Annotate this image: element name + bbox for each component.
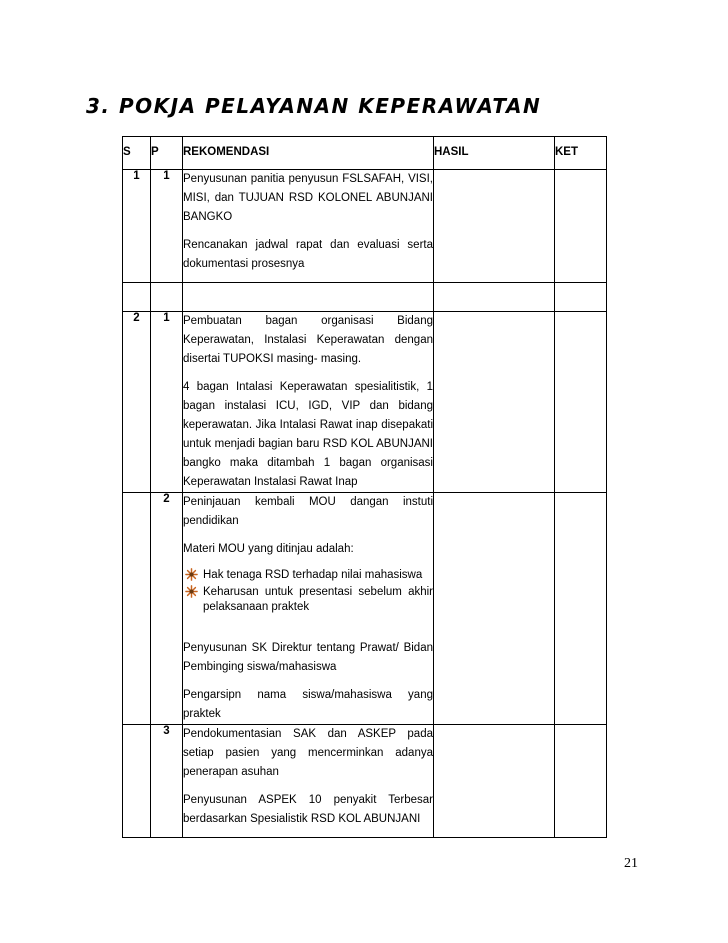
cell-s: 1 [123,170,151,283]
cell-ket [555,725,607,838]
recommendation-text: Rencanakan jadwal rapat dan evaluasi serta dokumentasi prosesnya [183,239,433,270]
header-s: S [123,137,151,170]
cell-hasil [434,283,555,312]
cell-p: 1 [151,170,183,283]
recommendation-table [122,136,607,838]
bullet-list [183,568,433,615]
table-row [123,170,607,283]
cell-ket [555,283,607,312]
cell-s [123,283,151,312]
cell-p: 2 [151,493,183,725]
header-hasil: HASIL [434,137,555,170]
cell-p: 1 [151,312,183,493]
recommendation-text: Penyusunan SK Direktur tentang Prawat/ Bidan Pembinging siswa/mahasiswa [183,642,433,673]
cell-ket [555,312,607,493]
section-title: 3. POKJA PELAYANAN KEPERAWATAN [86,94,542,118]
cell-ket [555,170,607,283]
recommendation-text: Penyusunan panitia penyusun FSLSAFAH, VISI, MISI, dan TUJUAN RSD KOLONEL ABUNJANI BANGKO [183,173,433,223]
cell-rekomendasi [183,725,434,838]
cell-hasil [434,312,555,493]
cell-hasil [434,170,555,283]
cell-rekomendasi [183,312,434,493]
cell-hasil [434,493,555,725]
bullet-text: Hak tenaga RSD terhadap nilai mahasiswa [203,569,423,581]
recommendation-text: Pendokumentasian SAK dan ASKEP pada setiap pasien yang mencerminkan adanya penerapan asuhan [183,728,433,778]
recommendation-text: 4 bagan Intalasi Keperawatan spesialitistik, 1 bagan instalasi ICU, IGD, VIP dan bidang keperawatan. Jika Intalasi Rawat inap disepakati untuk menjadi bagian baru RSD KOL ABUNJANI bangko maka ditambah 1 bagan organisasi Keperawatan Instalasi Rawat Inap [183,381,433,488]
cell-s [123,725,151,838]
list-item [183,568,433,583]
page-number: 21 [624,856,638,871]
table-row [123,493,607,725]
cell-s [123,493,151,725]
table-header-row [123,137,607,170]
recommendation-text: Pengarsipn nama siswa/mahasiswa yang praktek [183,689,433,720]
star-bullet-icon [185,568,198,581]
table-row [123,725,607,838]
recommendation-text: Pembuatan bagan organisasi Bidang Keperawatan, Instalasi Keperawatan dengan disertai TUPOKSI masing- masing. [183,315,433,365]
cell-hasil [434,725,555,838]
header-p: P [151,137,183,170]
cell-p: 3 [151,725,183,838]
bullet-text: Keharusan untuk presentasi sebelum akhir pelaksanaan praktek [203,586,433,613]
table-row [123,312,607,493]
list-item [183,585,433,615]
cell-rekomendasi [183,170,434,283]
cell-p [151,283,183,312]
recommendation-text: Peninjauan kembali MOU dangan instuti pendidikan [183,496,433,527]
table-row-empty [123,283,607,312]
header-ket: KET [555,137,607,170]
recommendation-text: Materi MOU yang ditinjau adalah: [183,543,354,555]
recommendation-text: Penyusunan ASPEK 10 penyakit Terbesar berdasarkan Spesialistik RSD KOL ABUNJANI [183,794,433,825]
cell-rekomendasi [183,493,434,725]
cell-ket [555,493,607,725]
cell-rekomendasi [183,283,434,312]
cell-s: 2 [123,312,151,493]
star-bullet-icon [185,585,198,598]
header-rekomendasi: REKOMENDASI [183,137,434,170]
